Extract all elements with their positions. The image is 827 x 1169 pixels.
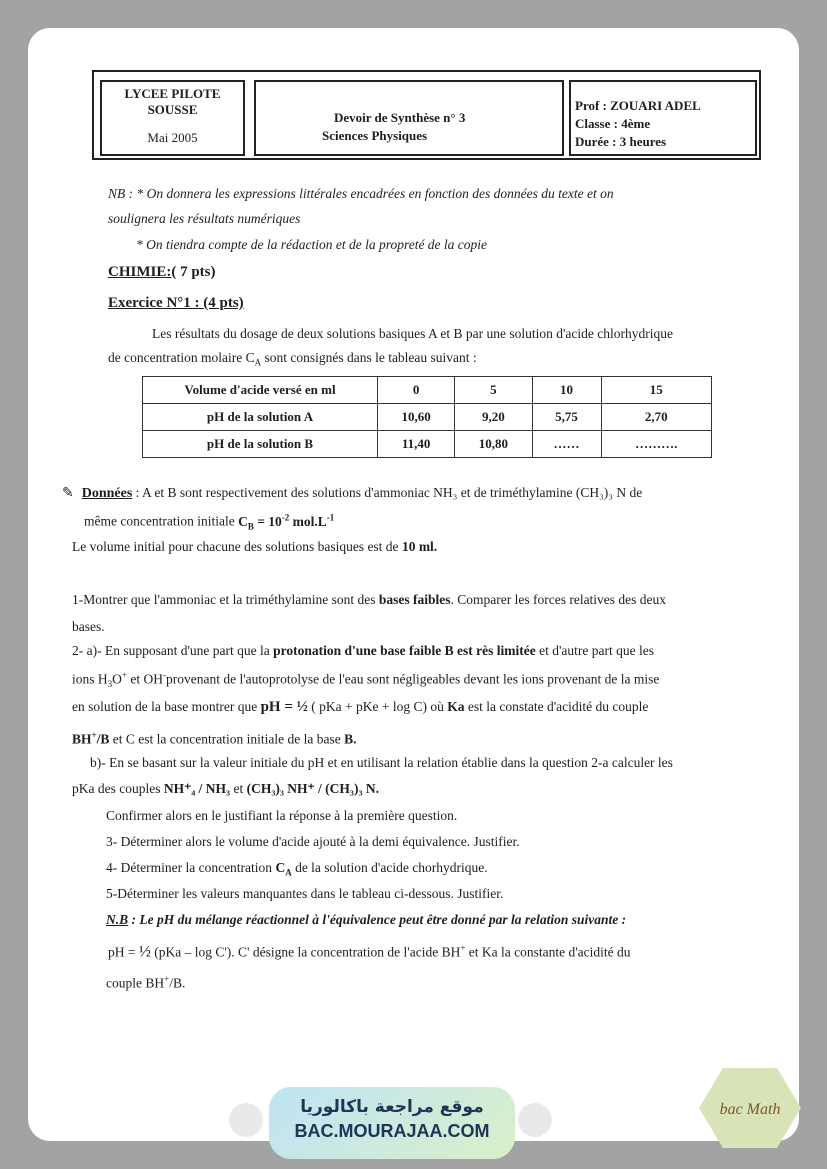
table-row [143,404,712,431]
nb2-line [106,912,626,928]
q2a-2a: ions H [72,671,108,687]
table-row [143,431,712,458]
table-cell: 11,40 [378,431,455,458]
q2a-2b: O [112,671,122,687]
table-cell: 5,75 [532,404,601,431]
q2a-line2 [72,670,659,689]
intro-line1: Les résultats du dosage de deux solutions basiques A et B par une solution d'acide chlorhydrique [152,326,673,341]
q4 [106,860,488,878]
table-cell: 0 [378,377,455,404]
q3: 3- Déterminer alors le volume d'acide ajouté à la demi équivalence. Justifier. [106,834,520,849]
q2b-line2 [72,781,379,797]
q2a-2c: et OH [126,671,163,687]
q1-b: bases faibles [378,592,451,607]
cb-symbol: C [238,513,248,529]
q2a-4c: et C est la concentration initiale de la base [109,731,345,747]
formula-2b: /B. [169,975,186,991]
q2a-line1 [72,643,654,659]
formula-a: pH = [108,944,139,960]
donnees-line2 [84,512,334,531]
q2a-4b: /B [96,731,110,747]
row-b-label: pH de la solution B [143,431,378,458]
q4-sub: A [285,867,292,878]
nb-line1: NB : * On donnera les expressions littérales encadrées en fonction des données du texte et on [108,186,614,201]
volume-line-b: 10 ml. [401,539,438,554]
q1-line2: bases. [72,619,105,634]
table-cell: …… [532,431,601,458]
nb-line2: soulignera les résultats numériques [108,211,301,226]
q2a-2sub: 3 [107,679,113,690]
table-cell: 9,20 [455,404,532,431]
q1-a: 1-Montrer que l'ammoniac et la triméthylamine sont des [72,592,379,607]
donnees-label: Données [81,486,133,501]
footer-arabic: موقع مراجعة باكالوريا [300,1097,484,1117]
exam-title-cell [254,80,564,156]
cb-unit: mol.L [289,513,327,529]
site-logo-icon [229,1103,263,1137]
footer-banner[interactable] [269,1087,515,1159]
q4-a: 4- Déterminer la concentration [106,860,276,875]
q2b-2a: pKa des couples [72,781,164,796]
q2b-2c: et [230,781,247,796]
q2a-4a: BH [72,731,92,747]
intro-line2-sub: A [254,357,262,368]
exam-date: Mai 2005 [147,130,198,145]
prof-cell [569,80,757,156]
exam-title: Devoir de Synthèse n° 3 [334,110,466,125]
q4-c: de la solution d'acide chorhydrique. [291,860,488,875]
nb-line3: * On tiendra compte de la rédaction et de la propreté de la copie [136,237,488,252]
intro-line2 [108,350,477,368]
intro-line2-a: de concentration molaire C [108,350,255,365]
q2a-3e: est la constate d'acidité du couple [464,699,649,714]
q2a-2sup2: - [162,670,166,680]
exam-subject: Sciences Physiques [322,128,428,143]
chimie-points: ( 7 pts) [171,264,216,280]
exam-header [92,70,761,160]
table-cell: 10,80 [455,431,532,458]
q2a-1a: 2- a)- En supposant d'une part que la [72,643,274,658]
formula-line1 [108,943,631,962]
q2b-2b: NH⁺₄ / NH₃ [163,781,231,796]
table-row [143,377,712,404]
donnees-text1: : A et B sont respectivement des solutions d'ammoniac NH₃ et de triméthylamine (CH₃)₃ N de [132,485,643,500]
q2a-1b: protonation d'une base faible B est rès limitée [273,643,536,658]
table-cell: ………. [601,431,712,458]
q4-b: C [275,860,286,875]
volume-line-a: Le volume initial pour chacune des solutions basiques est de [72,539,402,554]
q2b-line1: b)- En se basant sur la valeur initiale du pH et en utilisant la relation établie dans la question 2-a calculer les [90,755,673,770]
site-logo-icon [518,1103,552,1137]
formula-2sup: + [164,974,170,984]
formula-sup: + [460,943,466,953]
school-name-line2: SOUSSE [147,102,198,117]
nb2-text: : Le pH du mélange réactionnel à l'équivalence peut être donné par la relation suivante : [128,912,627,927]
q2a-3a: en solution de la base montrer que [72,699,261,714]
formula-half: ½ [138,943,151,961]
pencil-icon: ✎ [62,486,74,501]
cb-sub: B [247,521,254,532]
volume-line [72,539,437,555]
q2b-2d: (CH₃)₃ NH⁺ / (CH₃)₃ N. [246,781,380,796]
cb-exp: -2 [281,512,290,522]
q2a-4d: B. [344,731,357,747]
q2a-2sup: + [121,670,127,680]
table-header-label: Volume d'acide versé en ml [143,377,378,404]
q2a-line4 [72,730,356,748]
q2a-line3 [72,699,648,716]
q2a-3b: pH = ½ [260,699,308,715]
donnees-line1 [62,485,642,502]
formula-line2 [106,974,185,992]
exam-duration: Durée : 3 heures [575,134,667,149]
q2a-2d: provenant de l'autoprotolyse de l'eau sont négligeables devant les ions provenant de la mise [165,671,660,687]
q1-c: . Comparer les forces relatives des deux [450,592,667,607]
table-cell: 5 [455,377,532,404]
q-confirm: Confirmer alors en le justifiant la réponse à la première question. [106,808,458,823]
cb-unit-exp: -1 [326,512,335,522]
intro-line2-b: sont consignés dans le tableau suivant : [261,350,477,365]
school-cell [100,80,245,156]
prof-name: Prof : ZOUARI ADEL [575,98,701,113]
cb-formula [238,512,335,532]
table-cell: 15 [601,377,712,404]
table-cell: 10 [532,377,601,404]
formula-d: et Ka la constante d'acidité du [465,944,631,960]
exercice-title: Exercice N°1 : (4 pts) [108,295,244,311]
badge-text: bac Math [719,1101,781,1118]
chimie-title: CHIMIE: [108,264,172,280]
cb-eq: = 10 [253,513,282,529]
formula-2a: couple BH [106,975,165,991]
class-level: Classe : 4ème [575,116,651,131]
dosage-table [142,376,712,458]
formula-c: (pKa – log C'). C' désigne la concentration de l'acide BH [150,944,461,960]
q5: 5-Déterminer les valeurs manquantes dans le tableau ci-dessous. Justifier. [106,886,504,901]
bacmath-badge [697,1066,803,1150]
q1-line1 [72,592,666,608]
row-a-label: pH de la solution A [143,404,378,431]
school-name-line1: LYCEE PILOTE [124,86,221,101]
donnees-text2: même concentration initiale [84,513,239,529]
table-cell: 2,70 [601,404,712,431]
chimie-heading [108,264,216,281]
footer-site-link[interactable]: BAC.MOURAJAA.COM [294,1121,490,1141]
nb2-label: N.B [106,912,129,927]
table-cell: 10,60 [378,404,455,431]
q2a-3d: Ka [447,699,465,714]
q2a-4sup: + [91,730,97,740]
q2a-3c: ( pKa + pKe + log C) où [307,699,448,714]
q2a-1c: et d'autre part que les [535,643,655,658]
